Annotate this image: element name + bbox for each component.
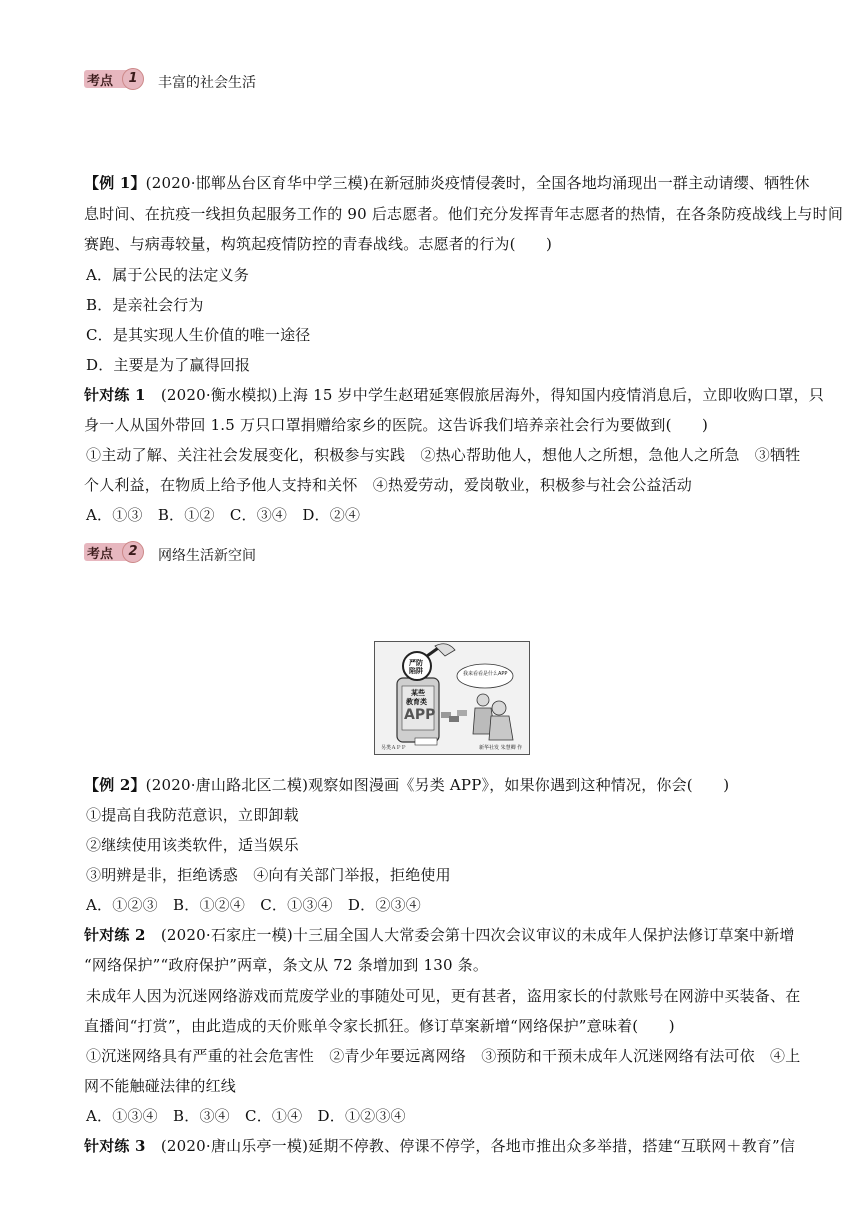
comic-app-big: APP [404,707,436,723]
question-label: 针对练 3 [84,1137,146,1155]
drill1-answers: A．①③ B．①② C．③④ D．②④ [86,506,361,524]
kaodian-number: 2 [122,541,144,563]
drill3-line-1: 针对练 3 (2020·唐山乐亭一模)延期不停教、停课不停学，各地市推出众多举措，搭建“互联网＋教育”信 [84,1137,796,1155]
ex1-option-b: B．是亲社会行为 [86,296,204,314]
comic-illustration [374,641,530,755]
ex1-line-2: 息时间、在抗疫一线担负起服务工作的 90 后志愿者。他们充分发挥青年志愿者的热情，在各条防疫战线上与时间 [84,205,844,223]
drill2-line-2: “网络保护”“政府保护”两章，条文从 72 条增加到 130 条。 [84,956,489,974]
drill1-line-1: 针对练 1 (2020·衡水模拟)上海 15 岁中学生赵珺延寒假旅居海外，得知国内疫情消息后，立即收购口罩，只 [84,386,824,404]
drill2-line-4: 直播间“打赏”，由此造成的天价账单令家长抓狂。修订草案新增“网络保护”意味着( ) [84,1017,675,1035]
kaodian-badge-2 [84,541,142,563]
drill2-line-3: 未成年人因为沉迷网络游戏而荒废学业的事随处可见，更有甚者，盗用家长的付款账号在网游中买装备、在 [86,987,801,1005]
question-label: 针对练 1 [84,386,146,404]
kaodian-label: 考点 [87,74,114,89]
kaodian-number: 1 [122,68,144,90]
ex1-line-3: 赛跑、与病毒较量，构筑起疫情防控的青春战线。志愿者的行为( ) [84,235,553,253]
ex1-option-a: A．属于公民的法定义务 [86,266,250,284]
drill2-line-6: 网不能触碰法律的红线 [84,1077,237,1095]
comic-caption-left: 另类ＡＰＰ [381,745,407,751]
ex2-answers: A．①②③ B．①②④ C．①③④ D．②③④ [86,896,421,914]
ex1-option-d: D．主要是为了赢得回报 [86,356,251,374]
drill2-line-5: ①沉迷网络具有严重的社会危害性 ②青少年要远离网络 ③预防和干预未成年人沉迷网络有法可依 ④上 [86,1047,801,1065]
comic-drawing [375,642,529,754]
drill1-line-3: ①主动了解、关注社会发展变化，积极参与实践 ②热心帮助他人，想他人之所想，急他人之所急 ③牺牲 [86,446,801,464]
comic-caption-right: 新华社发 朱慧卿 作 [479,745,523,751]
ex1-line-1: 【例 1】(2020·邯郸丛台区育华中学三模)在新冠肺炎疫情侵袭时，全国各地均涌现出一群主动请缨、牺牲休 [84,174,810,192]
kaodian-badge-1 [84,68,142,90]
ex2-item-2: ②继续使用该类软件，适当娱乐 [86,836,299,854]
ex2-item-3: ③明辨是非，拒绝诱惑 ④向有关部门举报，拒绝使用 [86,866,451,884]
comic-app-line2: 教育类 [406,698,427,706]
kaodian-label: 考点 [87,547,114,562]
drill2-answers: A．①③④ B．③④ C．①④ D．①②③④ [86,1107,406,1125]
kaodian-title-1: 丰富的社会生活 [158,75,256,91]
comic-app-line1: 某些 [411,689,425,697]
ex1-option-c: C．是其实现人生价值的唯一途径 [86,326,311,344]
ex2-line-1: 【例 2】(2020·唐山路北区二模)观察如图漫画《另类 APP》，如果你遇到这种情况，你会( ) [84,776,730,794]
kaodian-title-2: 网络生活新空间 [158,548,256,564]
question-label: 【例 1】 [84,174,146,192]
comic-speech-bubble: 我来看看是什么APP [463,671,508,677]
question-label: 针对练 2 [84,926,146,944]
drill1-line-2: 身一人从国外带回 1.5 万只口罩捐赠给家乡的医院。这告诉我们培养亲社会行为要做到( ) [84,416,709,434]
drill1-line-4: 个人利益，在物质上给予他人支持和关怀 ④热爱劳动，爱岗敬业，积极参与社会公益活动 [84,476,693,494]
comic-sign-top: 严防 [409,659,423,667]
question-label: 【例 2】 [84,776,146,794]
ex2-item-1: ①提高自我防范意识，立即卸载 [86,806,299,824]
drill2-line-1: 针对练 2 (2020·石家庄一模)十三届全国人大常委会第十四次会议审议的未成年人保护法修订草案中新增 [84,926,795,944]
comic-sign-bottom: 陷阱 [409,667,423,675]
